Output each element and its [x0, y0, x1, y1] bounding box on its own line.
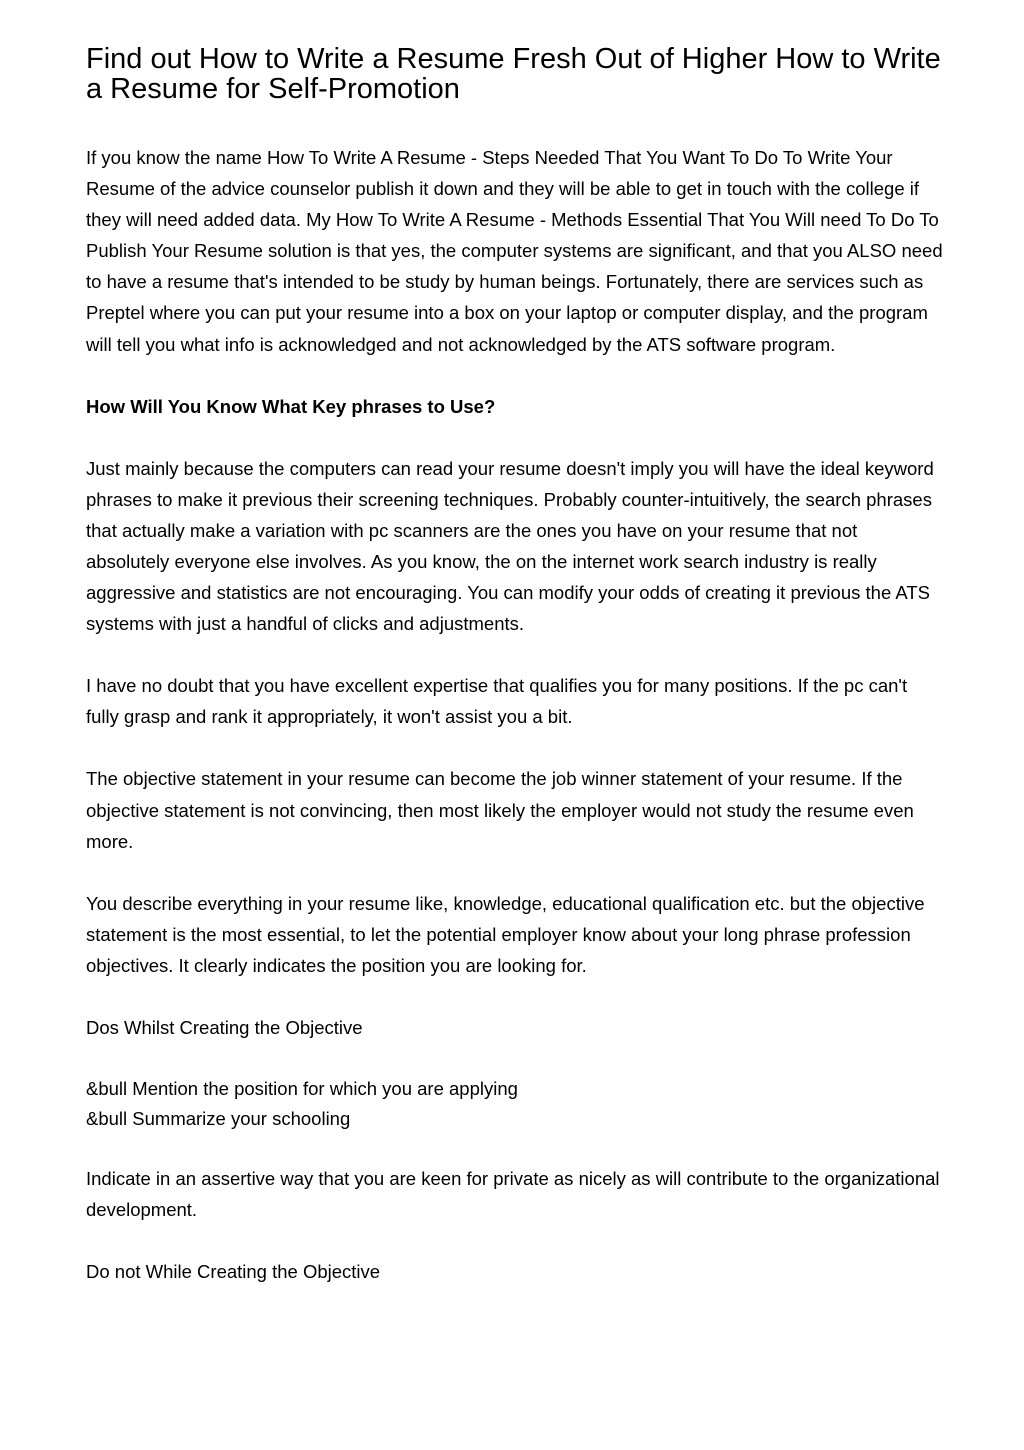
dos-subheading: Dos Whilst Creating the Objective: [86, 1016, 363, 1038]
donts-subheading: Do not While Creating the Objective: [86, 1261, 381, 1283]
intro-paragraph: If you know the name How To Write A Resume - Steps Needed That You Want To Do To Write Your Resume of the advice counselor publish it down and they will be able to get in touch with the college if they will need added data. My How To Write A Resume - Methods Essential That You Will need To Do To Publish Your Resume solution is that yes, the computer systems are significant, and that you ALSO need to have a resume that's intended to be study by human beings. Fortunately, there are services such as Preptel where you can put your resume into a box on your laptop or computer display, and the program will tell you what info is acknowledged and not acknowledged by the ATS software program.: [86, 147, 943, 355]
body-paragraph: Just mainly because the computers can read your resume doesn't imply you will have the ideal keyword phrases to make it previous their screening techniques. Probably counter-intuitively, the search phrases that actually make a variation with pc scanners are the ones you have on your resume that not absolutely everyone else involves. As you know, the on the internet work search industry is really aggressive and statistics are not encouraging. You can modify your odds of creating it previous the ATS systems with just a handful of clicks and adjustments.: [86, 457, 934, 635]
section-heading: How Will You Know What Key phrases to Use?: [86, 395, 496, 417]
body-paragraph: Indicate in an assertive way that you are keen for private as nicely as will contribute to the organizational development.: [86, 1168, 940, 1221]
document-page: [86, 44, 944, 1318]
body-paragraph: The objective statement in your resume can become the job winner statement of your resume. If the objective statement is not convincing, then most likely the employer would not study the resume even more.: [86, 768, 914, 852]
document-title: Find out How to Write a Resume Fresh Out of Higher How to Write a Resume for Self-Promotion: [86, 43, 941, 105]
body-paragraph: You describe everything in your resume like, knowledge, educational qualification etc. but the objective statement is the most essential, to let the potential employer know about your long phrase profession objectives. It clearly indicates the position you are looking for.: [86, 892, 925, 976]
list-item: &bull Mention the position for which you are applying: [86, 1078, 518, 1100]
list-item: &bull Summarize your schooling: [86, 1108, 351, 1130]
body-paragraph: I have no doubt that you have excellent expertise that qualifies you for many positions. If the pc can't fully grasp and rank it appropriately, it won't assist you a bit.: [86, 675, 908, 728]
dos-list: [86, 1074, 944, 1134]
